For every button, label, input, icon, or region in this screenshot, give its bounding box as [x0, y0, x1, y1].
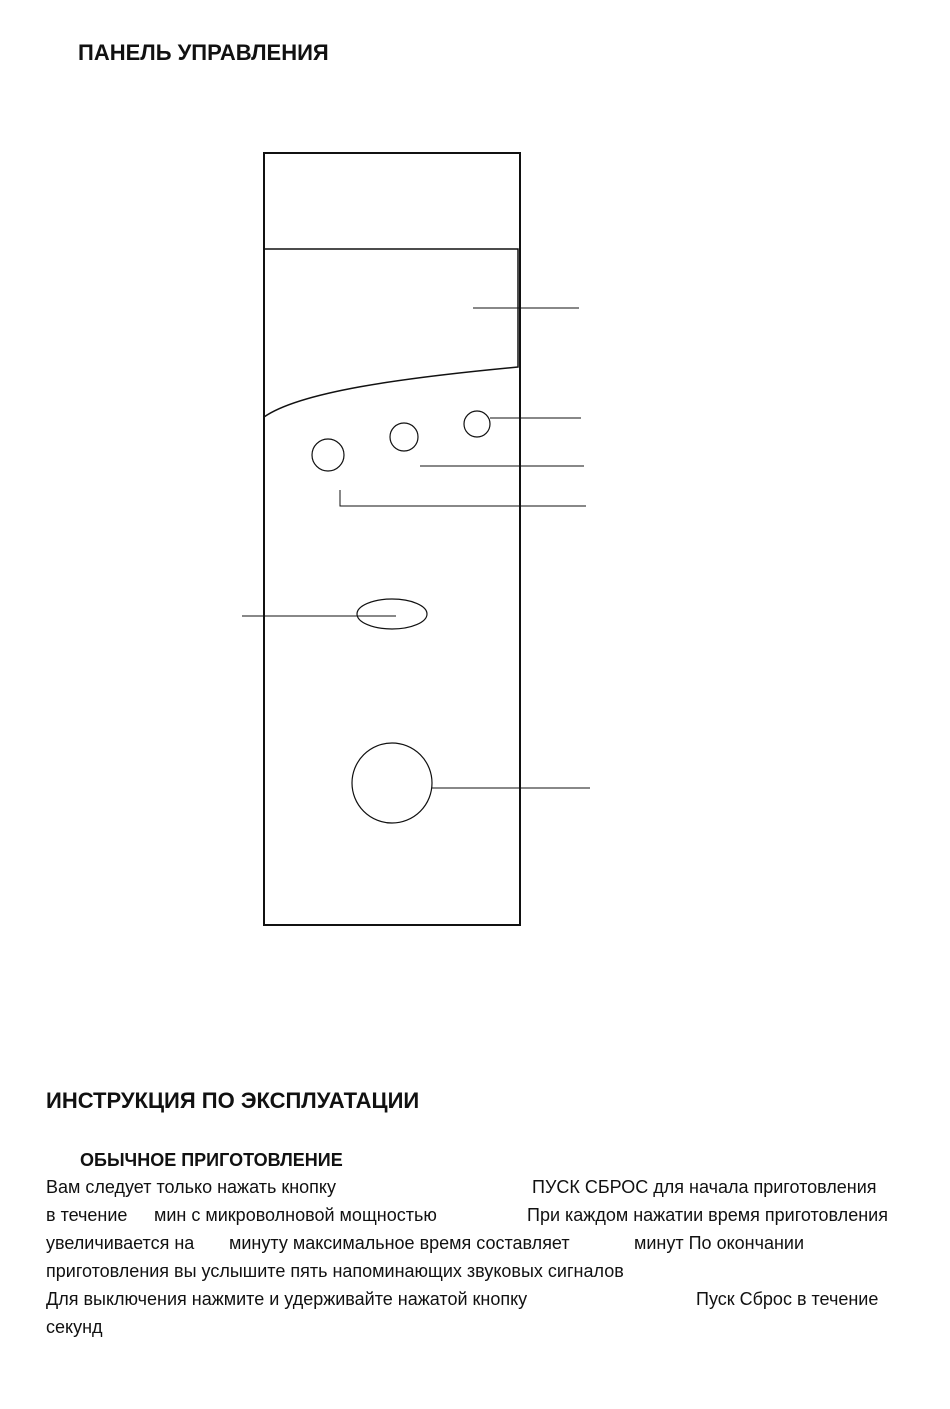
instruction-line-2b: мин с микроволновой мощностью [154, 1205, 437, 1225]
instruction-line-5b: Пуск Сброс в течение [696, 1289, 879, 1309]
instructions-subtitle: ОБЫЧНОЕ ПРИГОТОВЛЕНИЕ [80, 1150, 343, 1170]
page-title: ПАНЕЛЬ УПРАВЛЕНИЯ [78, 40, 329, 65]
control-knob[interactable] [352, 743, 432, 823]
small-button-left-leader [340, 490, 586, 506]
small-button-left[interactable] [312, 439, 344, 471]
instruction-line-2c: При каждом нажатии время приготовления [527, 1205, 888, 1225]
instruction-line-1b: ПУСК СБРОС для начала приготовления [532, 1177, 877, 1197]
instruction-line-5a: Для выключения нажмите и удерживайте нажатой кнопку [46, 1289, 528, 1309]
instruction-line-2a: в течение [46, 1205, 128, 1225]
instruction-line-3c: минут По окончании [634, 1233, 805, 1253]
small-button-middle[interactable] [390, 423, 418, 451]
instructions-title: ИНСТРУКЦИЯ ПО ЭКСПЛУАТАЦИИ [46, 1088, 420, 1113]
small-button-right[interactable] [464, 411, 490, 437]
instruction-line-4: приготовления вы услышите пять напоминающих звуковых сигналов [46, 1261, 624, 1281]
oval-button[interactable] [357, 599, 427, 629]
instruction-line-3a: увеличивается на [46, 1233, 195, 1253]
instruction-line-1a: Вам следует только нажать кнопку [46, 1177, 336, 1197]
display-window [264, 249, 518, 417]
instruction-line-3b: минуту максимальное время составляет [229, 1233, 570, 1253]
instruction-line-6: секунд [46, 1317, 103, 1337]
